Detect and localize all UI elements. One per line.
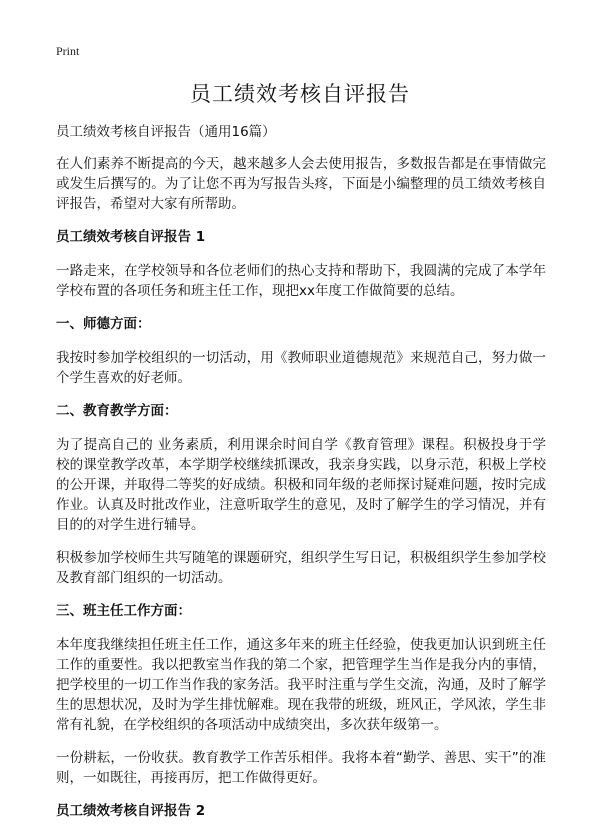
subtitle: 员工绩效考核自评报告（通用16篇）	[56, 124, 276, 140]
section-2-paragraph-1: 为了提高自己的 业务素质，利用课余时间自学《教育管理》课程。积极投身于学校的课堂教学改革，本学期学校继续抓课改，我亲身实践，以身示范，积极上学校的公开课，并取得二等奖的好成绩。积极和同年级的老师探讨疑难问题，按时完成作业。认真及时批改作业，注意听取学生的意见，及时了解学生的学习情况，并有目的的对学生进行辅导。	[56, 437, 546, 533]
print-link[interactable]: Print	[56, 44, 80, 58]
report-1-heading: 员工绩效考核自评报告 1	[56, 229, 206, 245]
section-1-heading: 一、师德方面：	[56, 316, 151, 332]
intro-paragraph: 在人们素养不断提高的今天，越来越多人会去使用报告，多数报告都是在事情做完或发生后撰写的。为了让您不再为写报告头疼，下面是小编整理的员工绩效考核自评报告，希望对大家有所帮助。	[56, 156, 546, 212]
page-title: 员工绩效考核自评报告	[190, 82, 410, 106]
section-3-paragraph-2: 一份耕耘，一份收获。教育教学工作苦乐相伴。我将本着“勤学、善思、实干”的准则，一如既往，再接再厉，把工作做得更好。	[56, 750, 546, 786]
section-2-paragraph-2: 积极参加学校师生共写随笔的课题研究，组织学生写日记，积极组织学生参加学校及教育部门组织的一切活动。	[56, 550, 546, 586]
document-body	[56, 122, 546, 835]
report-2-heading: 员工绩效考核自评报告 2	[56, 803, 206, 819]
report-1-intro-paragraph: 一路走来，在学校领导和各位老师们的热心支持和帮助下，我圆满的完成了本学年学校布置的各项任务和班主任工作，现把xx年度工作做简要的总结。	[56, 263, 546, 299]
section-2-heading: 二、教育教学方面：	[56, 403, 178, 419]
section-3-paragraph-1: 本年度我继续担任班主任工作，通这多年来的班主任经验，使我更加认识到班主任工作的重要性。我以把教室当作我的第二个家，把管理学生当作是我分内的事情，把学校里的一切工作当作我的家务活。我平时注重与学生交流，沟通，及时了解学生的思想状况，及时为学生排忧解难。现在我带的班级，班风正，学风浓，学生非常有礼貌，在学校组织的各项活动中成绩突出，多次获年级第一。	[56, 637, 546, 733]
section-3-heading: 三、班主任工作方面：	[56, 603, 191, 619]
section-1-paragraph: 我按时参加学校组织的一切活动，用《教师职业道德规范》来规范自己，努力做一个学生喜欢的好老师。	[56, 350, 546, 386]
